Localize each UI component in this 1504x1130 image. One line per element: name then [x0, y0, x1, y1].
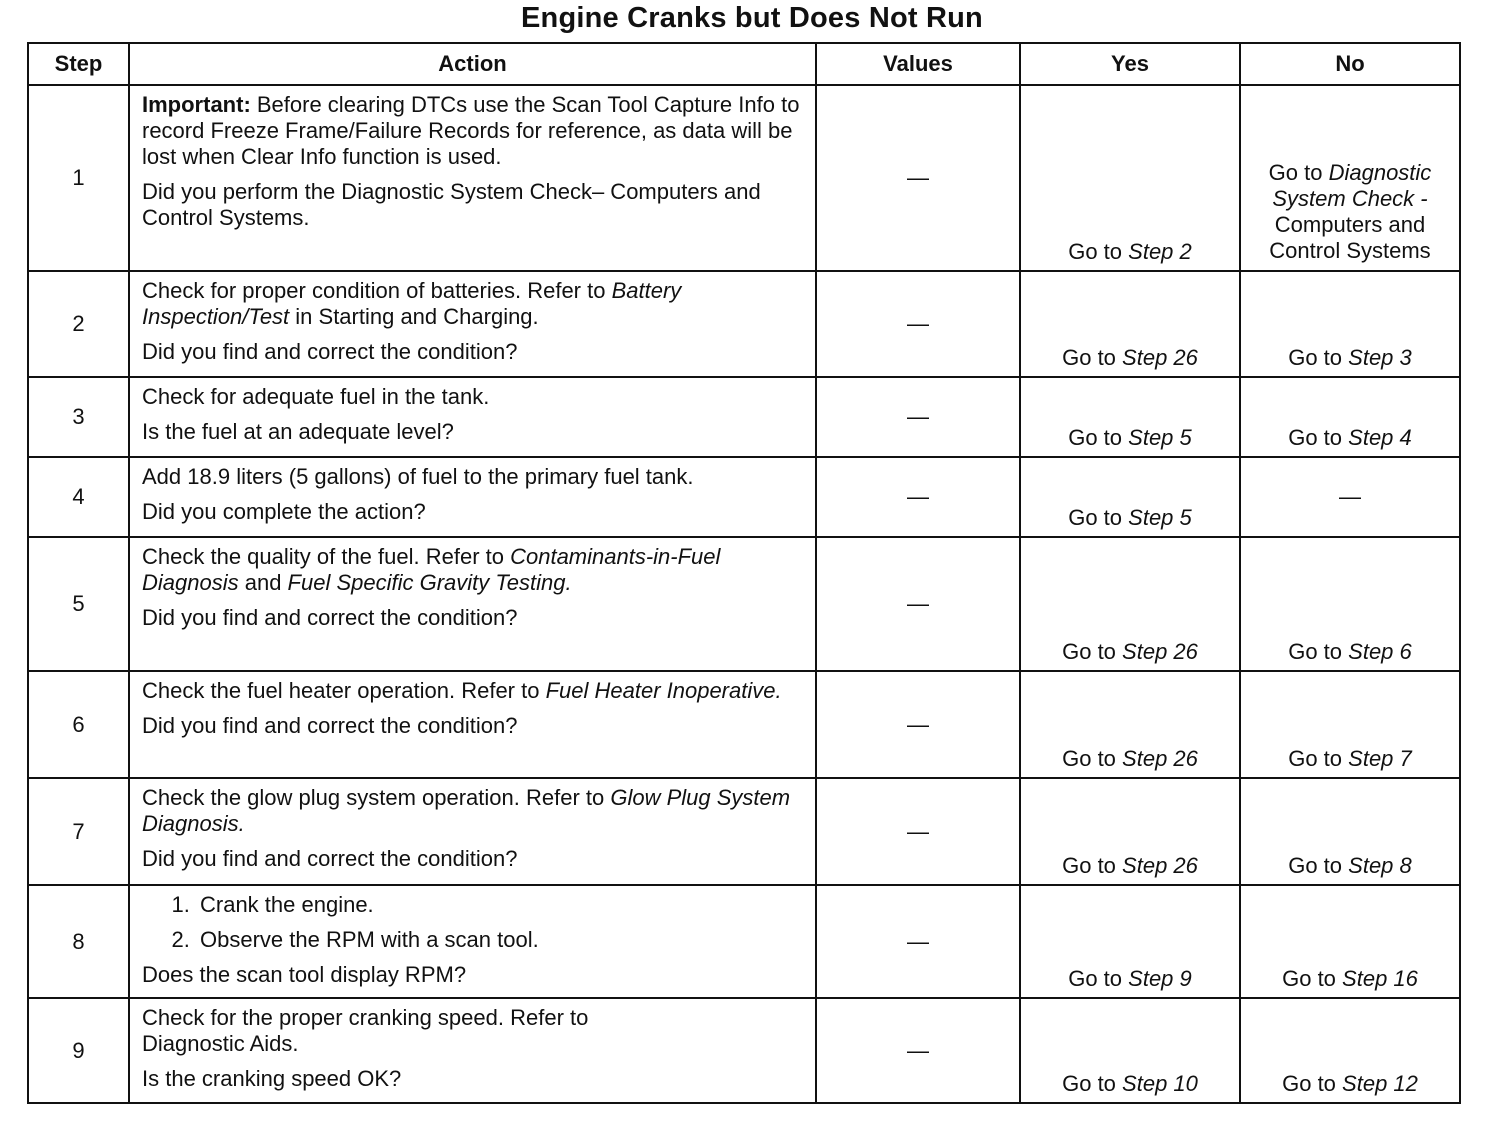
important-text: Before clearing DTCs use the Scan Tool Capture Info to record Freeze Frame/Failure Records for reference, as data will be lost when Clear Info function is used.	[142, 92, 800, 169]
action-cell	[129, 885, 816, 998]
no-target: Step 3	[1348, 345, 1412, 370]
action-text	[142, 92, 807, 170]
action-cell	[129, 457, 816, 537]
action-text: Check for proper condition of batteries. Refer to Battery Inspection/Test in Starting and Charging.	[142, 278, 682, 329]
step-number: 1	[28, 85, 129, 271]
no-target: Step 12	[1342, 1071, 1418, 1096]
action-text: Check for the proper cranking speed. Refer to Diagnostic Aids.	[142, 1005, 589, 1056]
table-row	[28, 671, 1460, 778]
no-cell: Go to Step 7	[1240, 671, 1460, 778]
action-text: Check the glow plug system operation. Refer to Glow Plug System Diagnosis.	[142, 785, 791, 836]
no-cell: Go to Step 4	[1240, 377, 1460, 457]
values-cell: —	[816, 885, 1020, 998]
table-row	[28, 778, 1460, 885]
header-yes: Yes	[1020, 43, 1240, 85]
action-question: Did you find and correct the condition?	[142, 339, 518, 364]
no-cell: Go to Step 3	[1240, 271, 1460, 377]
values-cell: —	[816, 271, 1020, 377]
step-number: 3	[28, 377, 129, 457]
header-action: Action	[129, 43, 816, 85]
no-target: Step 8	[1348, 853, 1412, 878]
action-cell	[129, 537, 816, 671]
yes-cell: Go to Step 5	[1020, 377, 1240, 457]
step-number: 4	[28, 457, 129, 537]
yes-target: Step 26	[1122, 345, 1198, 370]
no-target: Step 16	[1342, 966, 1418, 991]
action-text: Check the quality of the fuel. Refer to Contaminants-in-Fuel Diagnosis and Fuel Specific Gravity Testing.	[142, 544, 721, 595]
yes-target: Step 26	[1122, 853, 1198, 878]
yes-cell: Go to Step 9	[1020, 885, 1240, 998]
no-cell: Go to Step 6	[1240, 537, 1460, 671]
no-cell: Go to Step 16	[1240, 885, 1460, 998]
yes-target: Step 5	[1128, 425, 1192, 450]
yes-cell: Go to Step 26	[1020, 271, 1240, 377]
goto-label: Go to	[1268, 160, 1329, 185]
header-row	[28, 43, 1460, 85]
table-row	[28, 998, 1460, 1103]
values-cell: —	[816, 671, 1020, 778]
action-cell	[129, 271, 816, 377]
action-question: Is the cranking speed OK?	[142, 1066, 402, 1091]
action-cell	[129, 998, 816, 1103]
step-number: 6	[28, 671, 129, 778]
yes-cell: Go to Step 26	[1020, 778, 1240, 885]
diagnostic-table	[27, 42, 1461, 1104]
table-row	[28, 377, 1460, 457]
no-cell: Go to Step 12	[1240, 998, 1460, 1103]
values-cell: —	[816, 998, 1020, 1103]
action-cell	[129, 377, 816, 457]
no-target: Step 4	[1348, 425, 1412, 450]
step-number: 8	[28, 885, 129, 998]
table-row	[28, 457, 1460, 537]
action-question: Did you find and correct the condition?	[142, 713, 518, 738]
action-question: Did you complete the action?	[142, 499, 426, 524]
action-question: Does the scan tool display RPM?	[142, 962, 467, 987]
no-target: Step 7	[1348, 746, 1412, 771]
table-row	[28, 537, 1460, 671]
yes-cell: Go to Step 26	[1020, 671, 1240, 778]
action-cell	[129, 85, 816, 271]
action-list	[142, 892, 807, 953]
values-cell: —	[816, 778, 1020, 885]
yes-cell: Go to Step 5	[1020, 457, 1240, 537]
values-cell: —	[816, 85, 1020, 271]
table-row	[28, 271, 1460, 377]
no-cell: —	[1240, 457, 1460, 537]
action-question: Is the fuel at an adequate level?	[142, 419, 454, 444]
table-row	[28, 885, 1460, 998]
action-question: Did you find and correct the condition?	[142, 846, 518, 871]
important-label: Important:	[142, 92, 251, 117]
yes-target: Step 26	[1122, 639, 1198, 664]
header-values: Values	[816, 43, 1020, 85]
goto-label: Go to	[1068, 239, 1123, 264]
yes-cell: Go to Step 10	[1020, 998, 1240, 1103]
step-number: 9	[28, 998, 129, 1103]
yes-target: Step 2	[1128, 239, 1192, 264]
action-text: Check for adequate fuel in the tank.	[142, 384, 490, 409]
yes-target: Step 10	[1122, 1071, 1198, 1096]
yes-target: Step 5	[1128, 505, 1192, 530]
yes-target: Step 9	[1128, 966, 1192, 991]
yes-cell	[1020, 85, 1240, 271]
header-step: Step	[28, 43, 129, 85]
header-no: No	[1240, 43, 1460, 85]
list-item: 2. Observe the RPM with a scan tool.	[196, 927, 807, 953]
step-number: 7	[28, 778, 129, 885]
action-text: Add 18.9 liters (5 gallons) of fuel to the primary fuel tank.	[142, 464, 694, 489]
action-cell	[129, 778, 816, 885]
table-row	[28, 85, 1460, 271]
yes-target: Step 26	[1122, 746, 1198, 771]
action-question: Did you perform the Diagnostic System Check– Computers and Control Systems.	[142, 179, 761, 230]
values-cell: —	[816, 457, 1020, 537]
step-number: 5	[28, 537, 129, 671]
list-item: 1. Crank the engine.	[196, 892, 807, 918]
no-cell: Go to Step 8	[1240, 778, 1460, 885]
action-cell	[129, 671, 816, 778]
no-target: Diagnostic System Check -	[1272, 160, 1432, 211]
page-title: Engine Cranks but Does Not Run	[521, 2, 983, 34]
no-target: Step 6	[1348, 639, 1412, 664]
no-cell	[1240, 85, 1460, 271]
action-question: Did you find and correct the condition?	[142, 605, 518, 630]
step-number: 2	[28, 271, 129, 377]
values-cell: —	[816, 377, 1020, 457]
action-text: Check the fuel heater operation. Refer to Fuel Heater Inoperative.	[142, 678, 782, 703]
yes-cell: Go to Step 26	[1020, 537, 1240, 671]
no-target-rest: Computers and Control Systems	[1269, 212, 1431, 263]
values-cell: —	[816, 537, 1020, 671]
